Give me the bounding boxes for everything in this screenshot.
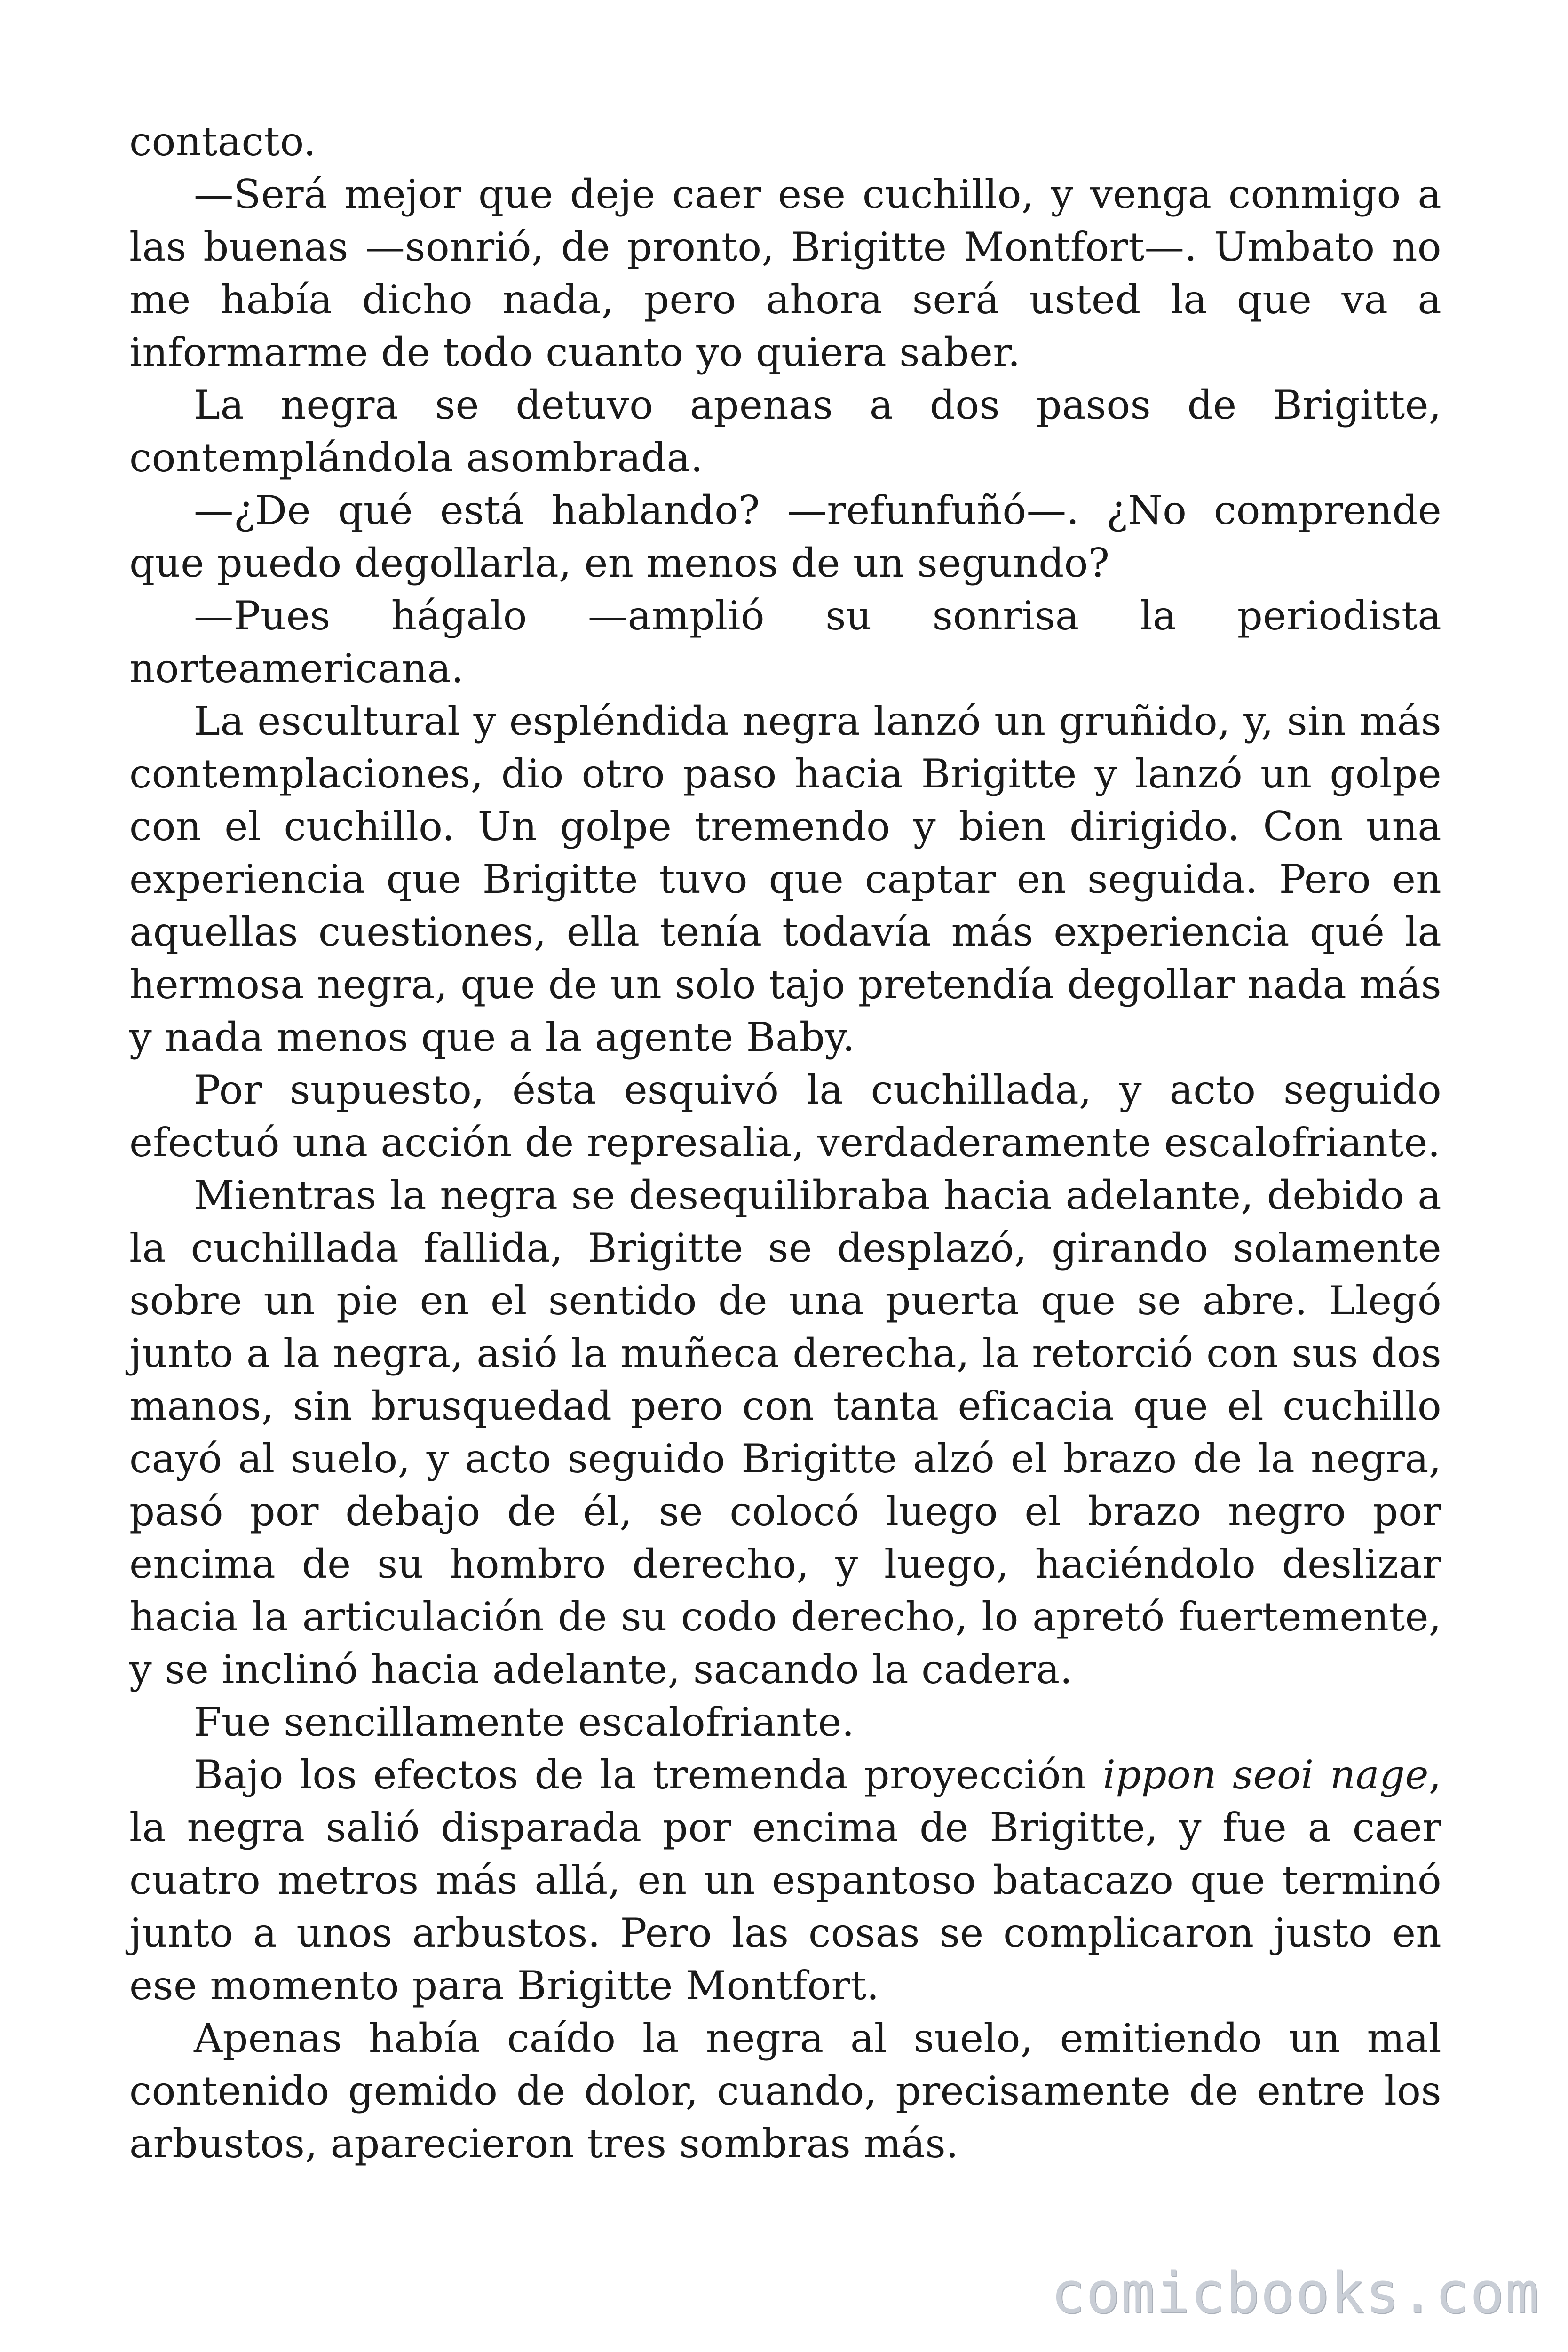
paragraph-8: Mientras la negra se desequilibraba hacia adelante, debido a la cuchillada fallida, Brigitte se desplazó, girando solamente sobre un pie en el sentido de una puerta que se abre. Llegó junto a la negra, asió la muñeca derecha, la retorció con sus dos manos, sin brusquedad pero con tanta eficacia que el cuchillo cayó al suelo, y acto seguido Brigitte alzó el brazo de la negra, pasó por debajo de él, se colocó luego el brazo negro por encima de su hombro derecho, y luego, haciéndolo deslizar hacia la articulación de su codo derecho, lo apretó fuertemente, y se inclinó hacia adelante, sacando la cadera. (129, 1172, 1441, 1692)
paragraph-1: contacto. (129, 119, 317, 165)
watermark: comicbooks.com (1051, 2261, 1540, 2326)
paragraph-9: Fue sencillamente escalofriante. (194, 1699, 855, 1745)
paragraph-7: Por supuesto, ésta esquivó la cuchillada, y acto seguido efectuó una acción de represalia, verdaderamente escalofriante. (129, 1067, 1441, 1166)
paragraph-10-before: Bajo los efectos de la tremenda proyección (194, 1752, 1103, 1798)
paragraph-6: La escultural y espléndida negra lanzó un gruñido, y, sin más contemplaciones, dio otro paso hacia Brigitte y lanzó un golpe con el cuchillo. Un golpe tremendo y bien dirigido. Con una experiencia que Brigitte tuvo que captar en seguida. Pero en aquellas cuestiones, ella tenía todavía más experiencia qué la hermosa negra, que de un solo tajo pretendía degollar nada más y nada menos que a la agente Baby. (129, 698, 1441, 1060)
paragraph-4: —¿De qué está hablando? —refunfuñó—. ¿No comprende que puedo degollarla, en menos de un segundo? (129, 487, 1441, 586)
paragraph-10 (129, 1748, 1441, 2012)
paragraph-3: La negra se detuvo apenas a dos pasos de Brigitte, contemplándola asombrada. (129, 382, 1441, 481)
paragraph-5: —Pues hágalo —amplió su sonrisa la periodista norteamericana. (129, 593, 1441, 691)
paragraph-11: Apenas había caído la negra al suelo, emitiendo un mal contenido gemido de dolor, cuando, precisamente de entre los arbustos, aparecieron tres sombras más. (129, 2015, 1441, 2167)
page-body (129, 115, 1441, 2170)
paragraph-10-after: , la negra salió disparada por encima de Brigitte, y fue a caer cuatro metros más allá, en un espantoso batacazo que terminó junto a unos arbustos. Pero las cosas se complicaron justo en ese momento para Brigitte Montfort. (129, 1752, 1441, 2009)
paragraph-2: —Será mejor que deje caer ese cuchillo, y venga conmigo a las buenas —sonrió, de pronto, Brigitte Montfort—. Umbato no me había dicho nada, pero ahora será usted la que va a informarme de todo cuanto yo quiera saber. (129, 171, 1441, 375)
paragraph-10-italic-term: ippon seoi nage (1102, 1752, 1429, 1798)
